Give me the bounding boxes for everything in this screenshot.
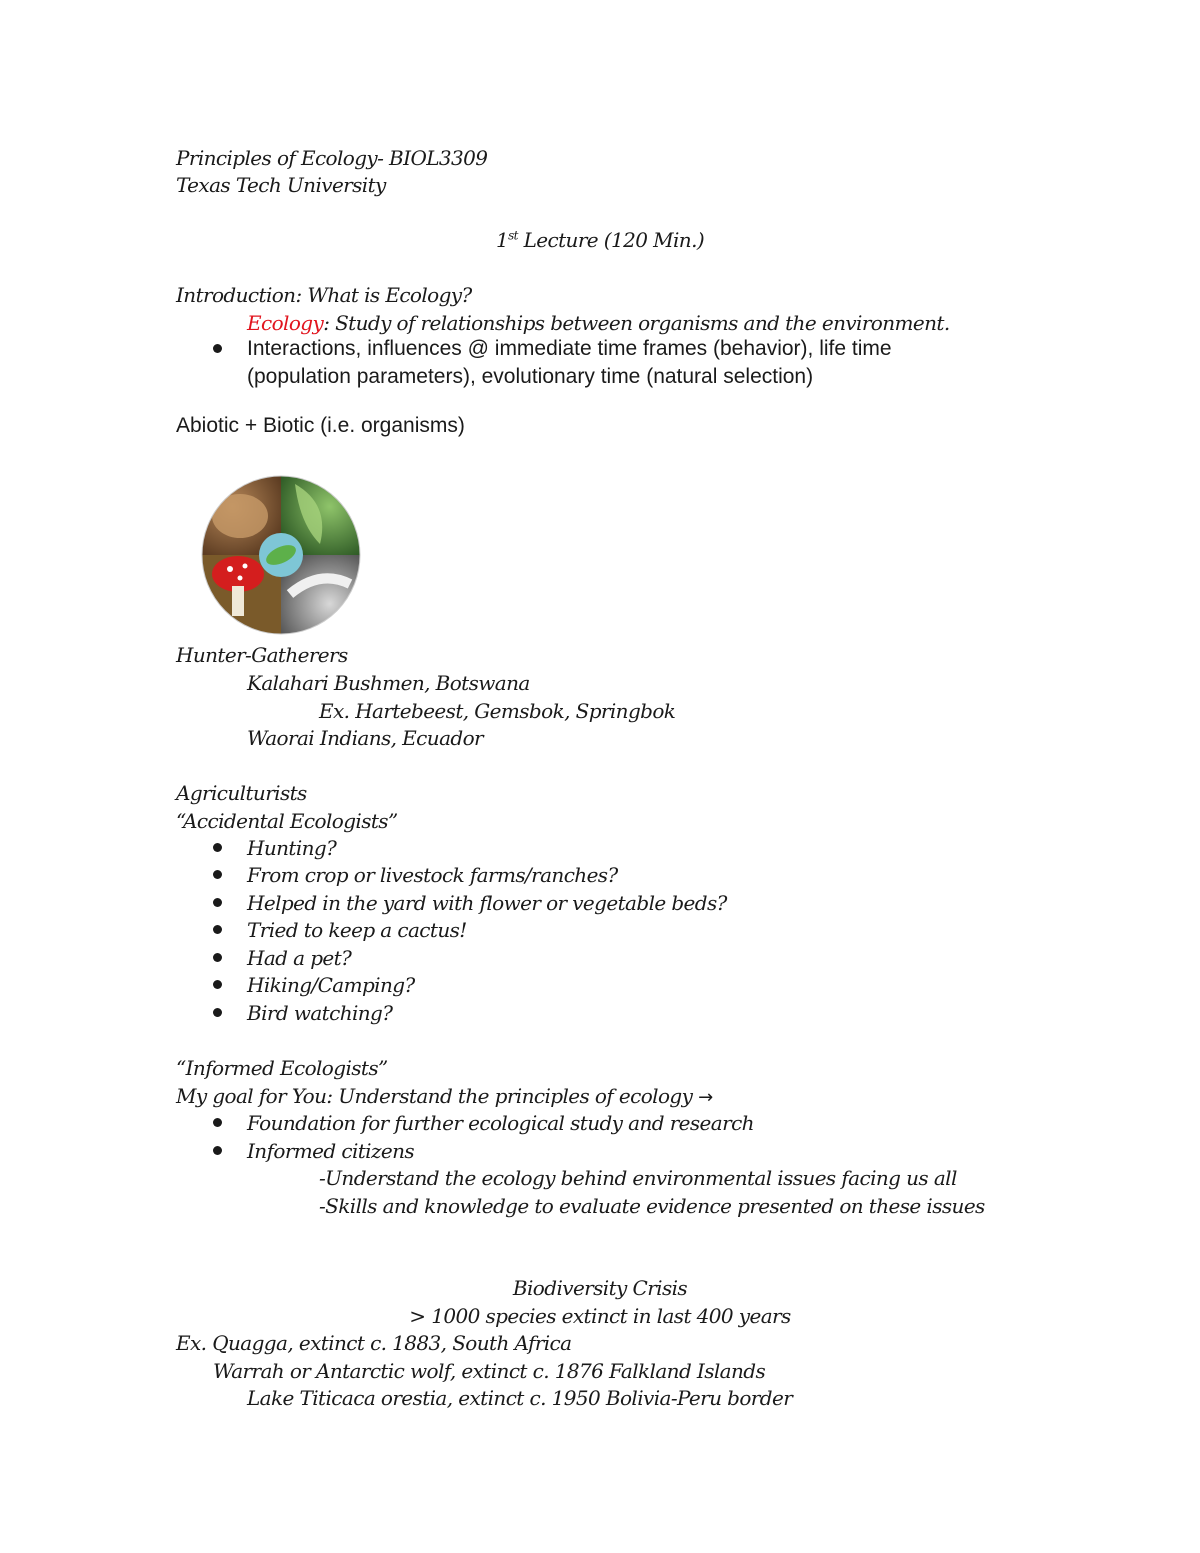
interactions-line-1: Interactions, influences @ immediate time frames (behavior), life time — [247, 337, 892, 360]
intro-heading: Introduction: What is Ecology? — [176, 283, 472, 307]
bullet-icon — [213, 953, 222, 962]
bullet-icon — [213, 344, 222, 353]
extinct-example-1: Ex. Quagga, extinct c. 1883, South Africa — [176, 1331, 572, 1355]
informed-heading: “Informed Ecologists” — [176, 1056, 388, 1080]
arrow-right-icon: → — [698, 1087, 713, 1108]
informed-sub-1: -Understand the ecology behind environmental issues facing us all — [319, 1166, 957, 1190]
biodiversity-heading: Biodiversity Crisis — [512, 1276, 688, 1300]
extinct-example-2: Warrah or Antarctic wolf, extinct c. 1876 Falkland Islands — [213, 1359, 766, 1383]
interactions-line-2: (population parameters), evolutionary time (natural selection) — [247, 365, 814, 388]
list-item: Foundation for further ecological study and research — [247, 1111, 754, 1135]
ecology-collage-image — [200, 474, 362, 636]
hunters-heading: Hunter-Gatherers — [176, 643, 348, 667]
bullet-icon — [213, 980, 222, 989]
lecture-title: 1st Lecture (120 Min.) — [495, 228, 705, 252]
list-item: Hunting? — [247, 836, 337, 860]
biodiversity-stat: > 1000 species extinct in last 400 years — [409, 1304, 791, 1328]
goal-line: My goal for You: Understand the principles of ecology → — [176, 1084, 713, 1108]
list-item: Informed citizens — [247, 1139, 415, 1163]
bullet-icon — [213, 898, 222, 907]
ecology-term: Ecology — [247, 311, 324, 335]
university-name: Texas Tech University — [176, 173, 386, 197]
agri-heading: Agriculturists — [176, 781, 307, 805]
hunters-group-1: Kalahari Bushmen, Botswana — [247, 671, 530, 695]
list-item: Bird watching? — [247, 1001, 393, 1025]
bullet-icon — [213, 1008, 222, 1017]
list-item: Tried to keep a cactus! — [247, 918, 467, 942]
ecology-definition: Ecology: Study of relationships between organisms and the environment. — [247, 311, 950, 335]
course-title: Principles of Ecology- BIOL3309 — [176, 146, 488, 170]
informed-sub-2: -Skills and knowledge to evaluate evidence presented on these issues — [319, 1194, 985, 1218]
bullet-icon — [213, 1118, 222, 1127]
extinct-example-3: Lake Titicaca orestia, extinct c. 1950 Bolivia-Peru border — [247, 1386, 793, 1410]
bullet-icon — [213, 843, 222, 852]
list-item: Had a pet? — [247, 946, 352, 970]
agri-subheading: “Accidental Ecologists” — [176, 809, 398, 833]
bullet-icon — [213, 925, 222, 934]
bullet-icon — [213, 1146, 222, 1155]
list-item: From crop or livestock farms/ranches? — [247, 863, 618, 887]
abiotic-biotic-line: Abiotic + Biotic (i.e. organisms) — [176, 414, 465, 437]
list-item: Helped in the yard with flower or vegetable beds? — [247, 891, 727, 915]
hunters-group-2: Waorai Indians, Ecuador — [247, 726, 483, 750]
hunters-example: Ex. Hartebeest, Gemsbok, Springbok — [319, 699, 676, 723]
list-item: Hiking/Camping? — [247, 973, 415, 997]
bullet-icon — [213, 870, 222, 879]
